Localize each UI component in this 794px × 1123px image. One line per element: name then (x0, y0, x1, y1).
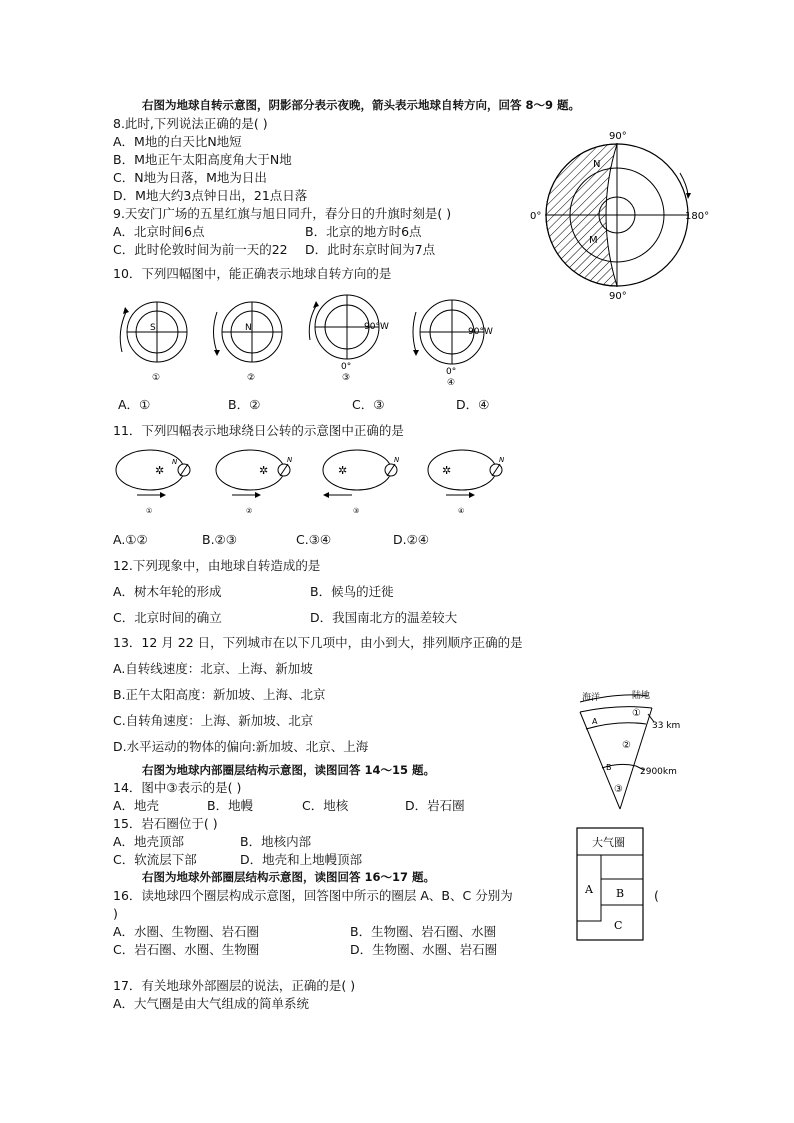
earth-rotation-figure (525, 125, 715, 305)
q16-option-c: C．岩石圈、水圈、生物圈 (113, 942, 260, 957)
q9-option-b: B．北京的地方时6点 (305, 224, 422, 239)
q15-option-a: A．地壳顶部 (113, 834, 185, 849)
q17-stem: 17．有关地球外部圈层的说法，正确的是( ) (113, 978, 356, 993)
q11-option-d: D.②④ (393, 532, 430, 547)
q10-figures (112, 292, 522, 392)
q11-fig1-number: ① (146, 507, 153, 515)
q14-option-d: D．岩石圈 (405, 798, 465, 813)
intro-8-9: 右图为地球自转示意图，阴影部分表示夜晚，箭头表示地球自转方向，回答 8～9 题。 (142, 98, 581, 112)
q12-option-a: A．树木年轮的形成 (113, 584, 222, 599)
fig-rot-point-m: M (589, 235, 598, 246)
q14-option-b: B．地幔 (207, 798, 254, 813)
q13-option-d: D.水平运动的物体的偏向:新加坡、北京、上海 (113, 739, 369, 754)
fig-outer-label-c: C (614, 919, 623, 932)
q16-option-a: A．水圈、生物圈、岩石圈 (113, 924, 260, 939)
fig-inner-boundary-a: A (592, 717, 598, 726)
q9-stem: 9.天安门广场的五星红旗与旭日同升，春分日的升旗时刻是( ) (113, 206, 452, 221)
q15-option-c: C．软流层下部 (113, 852, 197, 867)
fig-inner-label-land: 陆地 (632, 691, 651, 701)
q8-option-a: A．M地的白天比N地短 (113, 134, 242, 149)
q16-paren-close: ) (113, 906, 118, 921)
q9-option-a: A．北京时间6点 (113, 224, 205, 239)
q10-fig4-number: ④ (447, 378, 456, 388)
fig-outer-label-a: A (585, 883, 593, 896)
q13-stem: 13．12 月 22 日，下列城市在以下几项中，由小到大，排列顺序正确的是 (113, 635, 523, 650)
q10-fig3-lon-label: 90°W (364, 322, 389, 332)
q10-fig3-zero-label: 0° (341, 362, 352, 372)
q12-option-d: D．我国南北方的温差较大 (310, 610, 458, 625)
svg-text:✲: ✲ (155, 464, 165, 477)
intro-14-15: 右图为地球内部圈层结构示意图，读图回答 14～15 题。 (142, 763, 436, 777)
q11-option-c: C.③④ (296, 532, 332, 547)
q11-fig3-pole-n: N (394, 456, 400, 464)
q8-option-d: D．M地大约3点钟日出，21点日落 (113, 188, 308, 203)
fig-rot-label-left: 0° (530, 211, 542, 222)
q10-fig4-lon-label: 90°W (468, 327, 493, 337)
fig-inner-layer-3: ③ (614, 784, 623, 795)
q11-stem: 11．下列四幅表示地球绕日公转的示意图中正确的是 (113, 423, 404, 438)
q13-option-b: B.正午太阳高度：新加坡、上海、北京 (113, 687, 326, 702)
q15-option-d: D．地壳和上地幔顶部 (240, 852, 363, 867)
earth-interior-figure (570, 684, 690, 814)
q13-option-a: A.自转线速度：北京、上海、新加坡 (113, 661, 313, 676)
q15-stem: 15．岩石圈位于( ) (113, 816, 218, 831)
q13-option-c: C.自转角速度：上海、新加坡、北京 (113, 713, 314, 728)
fig-inner-depth-33: 33 km (652, 721, 681, 731)
q10-fig1-pole-s: S (150, 323, 156, 333)
q11-fig1-pole-n: N (172, 458, 178, 466)
fig-outer-label-b: B (616, 887, 625, 900)
svg-text:✲: ✲ (338, 464, 348, 477)
q16-option-b: B．生物圈、岩石圈、水圈 (350, 924, 497, 939)
q10-option-b: B．② (228, 397, 261, 412)
q14-stem: 14．图中③表示的是( ) (113, 780, 242, 795)
q14-option-a: A．地壳 (113, 798, 160, 813)
q15-option-b: B．地核内部 (240, 834, 312, 849)
fig-inner-layer-2: ② (622, 740, 631, 751)
q11-option-b: B.②③ (202, 532, 237, 547)
q14-option-c: C．地核 (302, 798, 349, 813)
svg-text:✲: ✲ (259, 464, 269, 477)
fig-rot-label-right: 180° (685, 211, 710, 222)
q11-fig2-number: ② (246, 507, 253, 515)
q12-stem: 12.下列现象中，由地球自转造成的是 (113, 558, 321, 573)
svg-text:✲: ✲ (442, 464, 452, 477)
q11-fig3-number: ③ (353, 507, 360, 515)
q12-option-b: B．候鸟的迁徙 (310, 584, 394, 599)
q10-fig1-number: ① (152, 373, 161, 383)
q10-option-c: C．③ (352, 397, 385, 412)
q10-option-a: A．① (118, 397, 151, 412)
q10-fig4-zero-label: 0° (446, 367, 457, 377)
fig-rot-label-top: 90° (609, 131, 627, 142)
q10-fig2-pole-n: N (245, 323, 252, 333)
q17-option-a: A．大气圈是由大气组成的简单系统 (113, 996, 310, 1011)
fig-inner-boundary-b: B (606, 763, 612, 772)
q8-option-b: B．M地正午太阳高度角大于N地 (113, 152, 292, 167)
fig-inner-label-ocean: 海洋 (582, 693, 601, 703)
q9-option-c: C．此时伦敦时间为前一天的22 (113, 242, 288, 257)
q11-fig2-pole-n: N (287, 456, 293, 464)
fig-rot-point-n: N (593, 159, 601, 170)
q10-option-d: D．④ (456, 397, 490, 412)
q10-fig3-number: ③ (342, 373, 351, 383)
fig-inner-layer-1: ① (632, 708, 641, 719)
q11-figures (112, 445, 512, 520)
q11-fig4-pole-n: N (499, 456, 505, 464)
q16-stem: 16．读地球四个圈层构成示意图，回答图中所示的圈层 A、B、C 分别为 (113, 888, 513, 903)
q12-option-c: C．北京时间的确立 (113, 610, 222, 625)
fig-outer-label-atmosphere: 大气圈 (592, 836, 625, 849)
q8-option-c: C．N地为日落，M地为日出 (113, 170, 267, 185)
q11-option-a: A.①② (113, 532, 148, 547)
q16-paren-open: ( (654, 888, 659, 903)
q10-fig2-number: ② (247, 373, 256, 383)
q9-option-d: D．此时东京时间为7点 (305, 242, 436, 257)
earth-outer-spheres-figure (576, 827, 646, 943)
q16-option-d: D．生物圈、水圈、岩石圈 (350, 942, 498, 957)
q10-stem: 10．下列四幅图中，能正确表示地球自转方向的是 (113, 266, 392, 281)
fig-rot-label-bottom: 90° (609, 291, 627, 302)
q8-stem: 8.此时,下列说法正确的是( ) (113, 116, 268, 131)
q11-fig4-number: ④ (458, 507, 465, 515)
fig-inner-depth-2900: 2900km (640, 767, 677, 777)
intro-16-17: 右图为地球外部圈层结构示意图，读图回答 16～17 题。 (142, 870, 436, 884)
